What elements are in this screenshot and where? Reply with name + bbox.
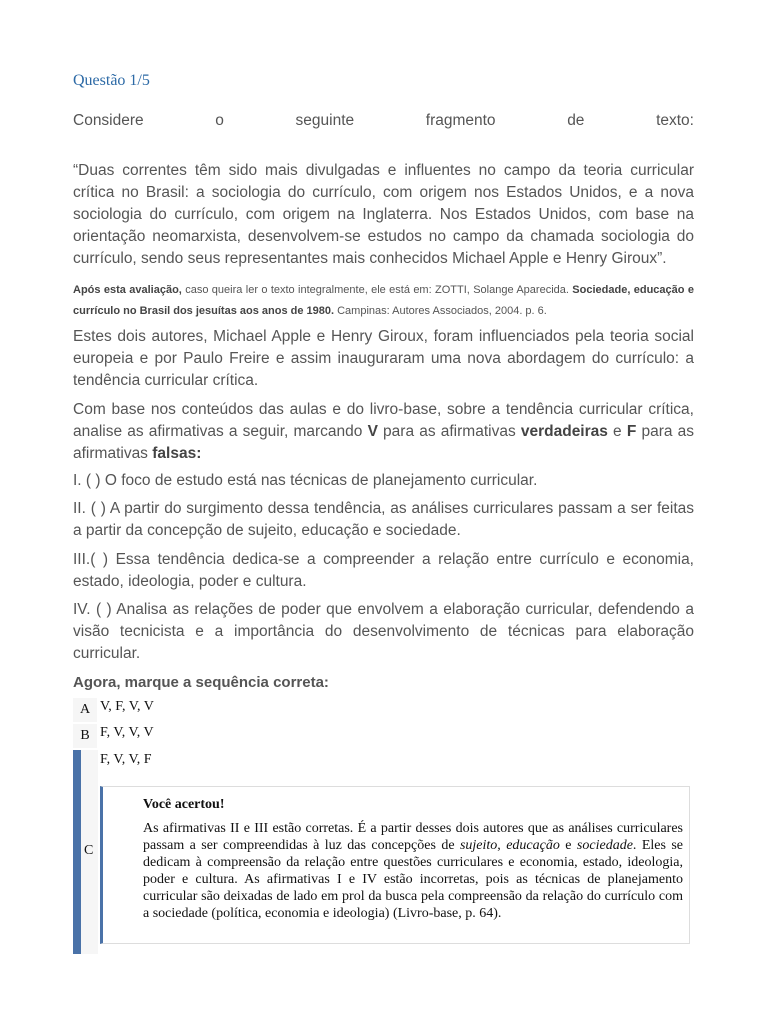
intro-word: texto:	[656, 112, 694, 129]
statement-2: II. ( ) A partir do surgimento dessa tendência, as análises curriculares passam a ser feitas a partir da concepção de sujeito, educação e sociedade.	[73, 500, 694, 539]
instruction-true: verdadeiras	[520, 423, 608, 440]
feedback-part: ,	[497, 838, 507, 853]
instruction-f: F	[626, 423, 637, 440]
source-tail: Campinas: Autores Associados, 2004. p. 6.	[334, 305, 547, 317]
instruction-v: V	[367, 423, 378, 440]
intro-line	[73, 112, 694, 130]
question-title: Questão 1/5	[73, 72, 150, 89]
source-book: Sociedade, educação e currículo no Brasil dos jesuítas aos anos de 1980.	[73, 284, 694, 317]
source-middle: caso queira ler o texto integralmente, ele está em: ZOTTI, Solange Aparecida.	[181, 284, 573, 296]
intro-word: fragmento	[425, 112, 496, 129]
selected-indicator	[73, 750, 81, 954]
feedback-emphasis: educação	[506, 838, 560, 853]
answer-prompt: Agora, marque a sequência correta:	[73, 674, 329, 691]
option-b-letter: B	[73, 724, 97, 748]
instruction-text: para as afirmativas	[73, 423, 694, 462]
feedback-text	[143, 820, 683, 922]
option-a-letter: A	[73, 698, 97, 722]
option-c-letter: C	[84, 843, 94, 858]
statement-1: I. ( ) O foco de estudo está nas técnicas de planejamento curricular.	[73, 472, 538, 489]
instruction-paragraph	[73, 399, 694, 465]
feedback-part: As afirmativas II e III estão corretas. É a partir desses dois autores que as análises curriculares passam a ser compreendidas à luz das concepções de	[143, 821, 683, 853]
intro-word: de	[567, 112, 585, 129]
statement-4: IV. ( ) Analisa as relações de poder que envolvem a elaboração curricular, defendendo a visão tecnicista e a importância do desenvolvimento de técnicas para elaboração curricular.	[73, 601, 694, 662]
intro-word: seguinte	[295, 112, 355, 129]
source-lead: Após esta avaliação,	[73, 284, 182, 296]
source-citation	[73, 280, 694, 322]
feedback-box	[100, 786, 690, 944]
feedback-part: . Eles se dedicam à compreensão da relação entre questões curriculares e economia, estado, ideologia, poder e cultura. As afirmativas I e IV estão incorretas, pois as técnicas de planejamento curricular são deixadas de lado em prol da busca pela compreensão da relação do currículo com a sociedade (política, economia e ideologia) (Livro-base, p. 64).	[143, 838, 684, 921]
instruction-false: falsas:	[152, 445, 202, 462]
instruction-text: Com base nos conteúdos das aulas e do livro-base, sobre a tendência curricular crítica, analise as afirmativas a seguir, marcando	[73, 401, 694, 440]
intro-word: Considere	[73, 112, 144, 129]
option-c-text: F, V, V, F	[100, 752, 152, 767]
quote-text: “Duas correntes têm sido mais divulgadas e influentes no campo da teoria curricular crítica no Brasil: a sociologia do currículo, com origem nos Estados Unidos, e a nova sociologia do currículo, com origem na Inglaterra. Nos Estados Unidos, com base na orientação neomarxista, desenvolvem-se estudos no campo da chamada sociologia do currículo, sendo seus representantes mais conhecidos Michael Apple e Henry Giroux”.	[73, 162, 694, 267]
instruction-text: para as afirmativas	[377, 423, 521, 440]
option-a-text: V, F, V, V	[100, 699, 154, 714]
instruction-text: e	[607, 423, 627, 440]
feedback-part: e	[559, 838, 577, 853]
statement-3: III.( ) Essa tendência dedica-se a compreender a relação entre currículo e economia, estado, ideologia, poder e cultura.	[73, 551, 694, 590]
intro-word: o	[215, 112, 224, 129]
feedback-title: Você acertou!	[143, 797, 225, 812]
authors-paragraph: Estes dois autores, Michael Apple e Henry Giroux, foram influenciados pela teoria social europeia e por Paulo Freire e assim inauguraram uma nova abordagem do currículo: a tendência curricular crítica.	[73, 328, 694, 389]
feedback-emphasis: sujeito	[459, 838, 498, 853]
option-b-text: F, V, V, V	[100, 725, 154, 740]
feedback-emphasis: sociedade	[576, 838, 633, 853]
